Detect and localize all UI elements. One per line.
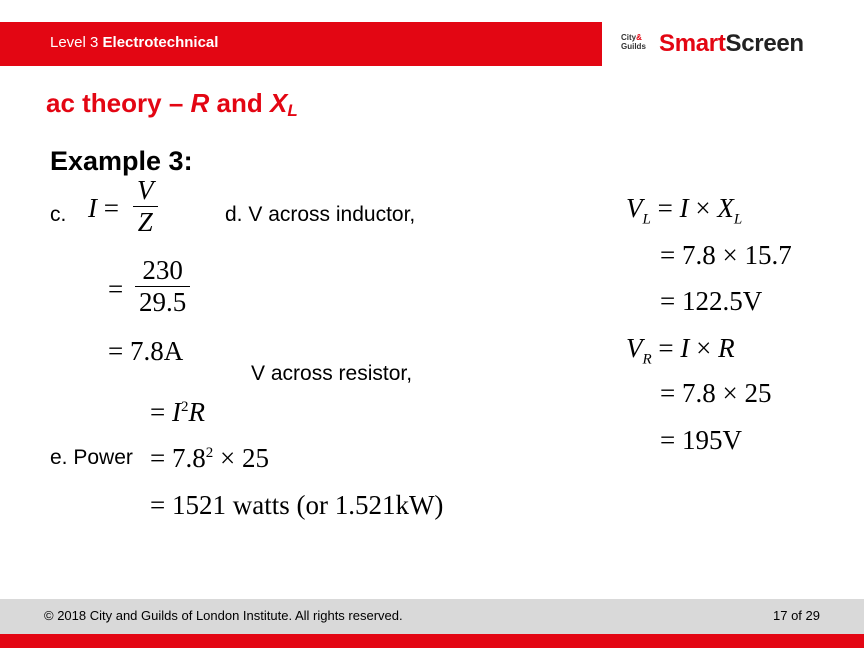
current-formula-lhs: I = bbox=[88, 193, 119, 223]
course-title bbox=[50, 34, 218, 51]
example-heading: Example 3: bbox=[50, 146, 193, 176]
page-number: 17 of 29 bbox=[773, 608, 820, 623]
resistor-label: V across resistor, bbox=[251, 362, 413, 385]
inductor-voltage-substitution: = 7.8 × 15.7 bbox=[660, 240, 792, 270]
power-result: = 1521 watts (or 1.521kW) bbox=[150, 490, 444, 520]
current-sub-eq: = bbox=[108, 274, 124, 304]
header-bar bbox=[0, 22, 602, 66]
part-e-label: e. Power bbox=[50, 446, 133, 469]
resistor-voltage-result: = 195V bbox=[660, 425, 742, 455]
footer-bar bbox=[0, 599, 864, 634]
smartscreen-wordmark: SmartScreen bbox=[659, 30, 804, 57]
course-level: Level 3 bbox=[50, 34, 103, 51]
course-name: Electrotechnical bbox=[102, 34, 219, 51]
power-substitution: = $7.8^2 \times 25$ bbox=[150, 443, 269, 473]
part-c-label: c. bbox=[50, 203, 67, 226]
current-sub-fraction: 230 29.5 bbox=[135, 255, 190, 318]
slide-title: ac theory – R and $X_L$ bbox=[46, 88, 298, 120]
city-guilds-logo: City& Guilds bbox=[621, 33, 646, 51]
power-formula: = $I^2R$ bbox=[150, 397, 205, 427]
copyright-text: © 2018 City and Guilds of London Institute. All rights reserved. bbox=[44, 608, 403, 623]
resistor-voltage-substitution: = 7.8 × 25 bbox=[660, 378, 772, 408]
resistor-voltage-formula: $V_R = I \times R$ bbox=[626, 333, 735, 368]
current-result: = 7.8A bbox=[108, 336, 184, 366]
inductor-voltage-formula: $V_L = I \times X_L$ bbox=[626, 193, 743, 228]
current-formula-fraction: V Z bbox=[133, 175, 158, 238]
inductor-voltage-result: = 122.5V bbox=[660, 286, 763, 316]
bottom-accent-bar bbox=[0, 634, 864, 648]
part-d-label: d. V across inductor, bbox=[225, 203, 416, 226]
